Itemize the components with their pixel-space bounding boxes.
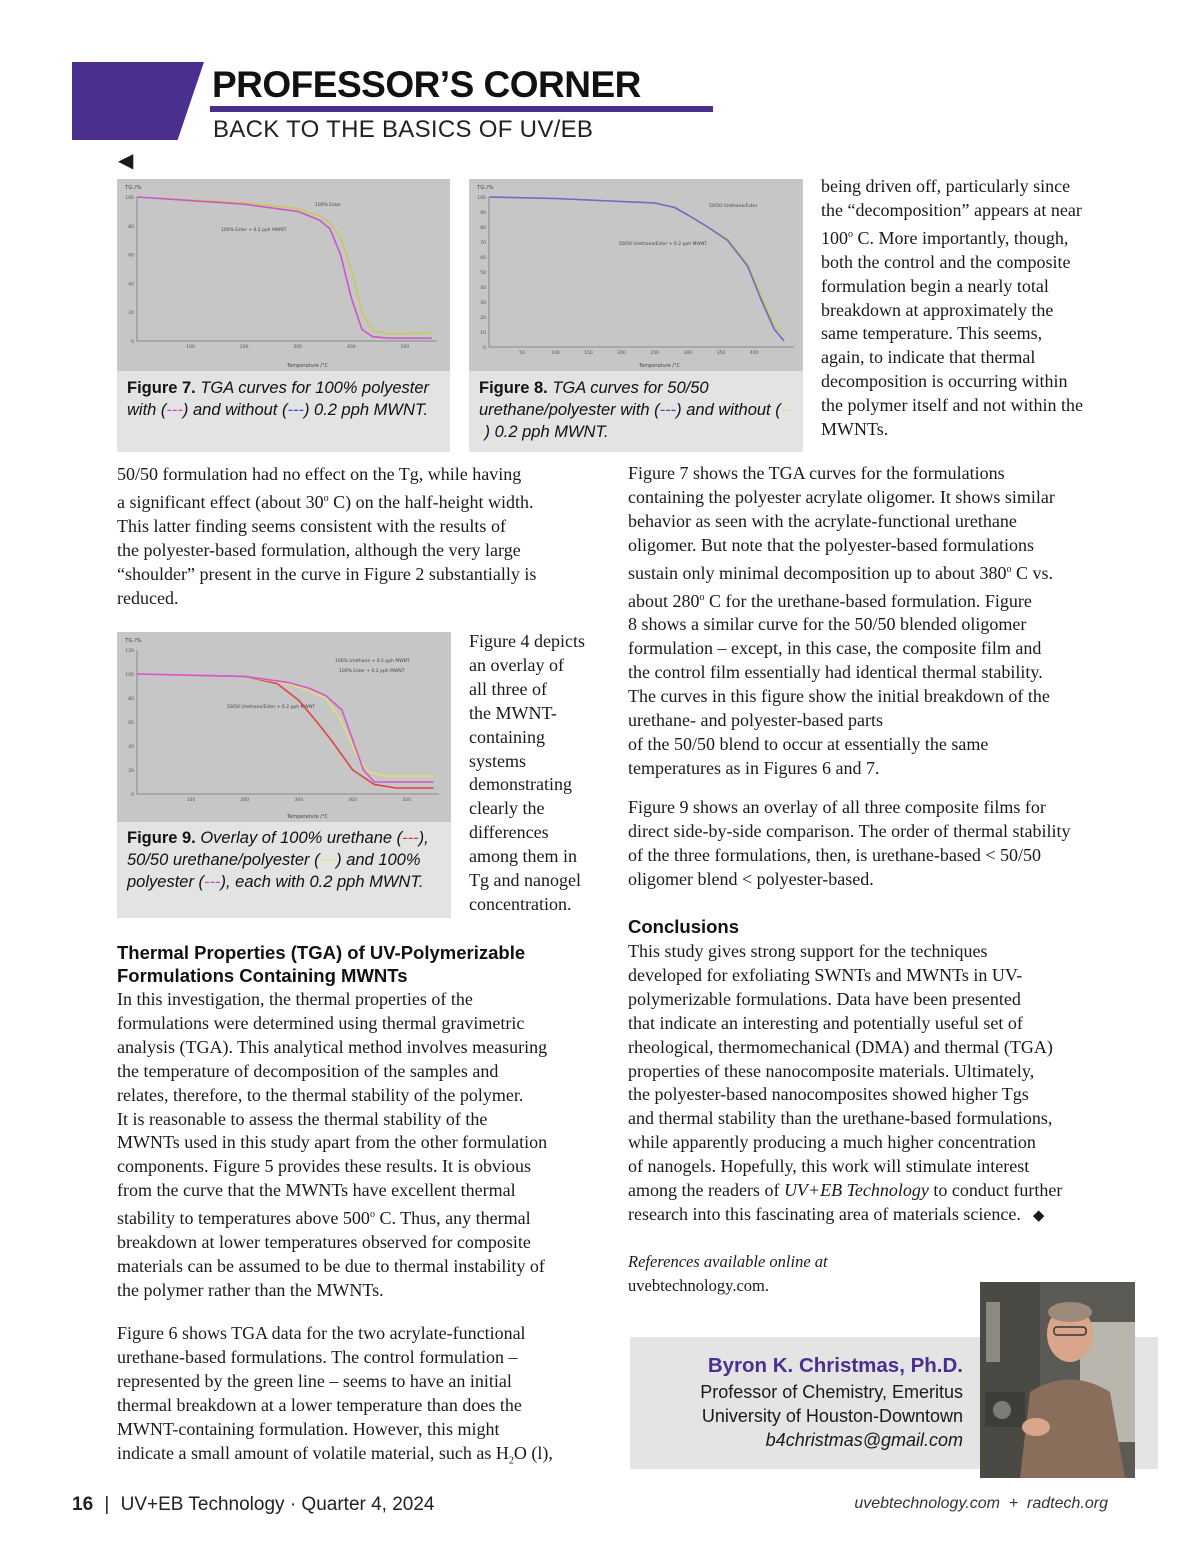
text-line: components. Figure 5 provides these results. It is obvious: [117, 1156, 531, 1177]
text-run: O (l),: [513, 1442, 553, 1463]
text-line: while apparently producing a much higher concentration: [628, 1132, 1036, 1153]
y-tick-label: 70: [480, 241, 486, 246]
text-run: sustain only minimal decomposition up to about 380: [628, 562, 1007, 583]
superscript: o: [848, 228, 853, 240]
fig7-cap-part: ) and without (: [182, 401, 288, 419]
x-tick-label: 400: [348, 798, 358, 803]
left-paragraph-2: [117, 988, 607, 1303]
text-line: same temperature. This seems,: [821, 323, 1043, 344]
y-tick-label: 20: [480, 316, 486, 321]
text-line: [628, 1203, 1128, 1228]
y-tick-label: 50: [480, 271, 486, 276]
author-photo: [980, 1282, 1135, 1478]
text-line: urethane-based formulations. The control formulation –: [117, 1346, 518, 1367]
text-line: concentration.: [469, 893, 572, 914]
text-line: “shoulder” present in the curve in Figure 2 substantially is: [117, 563, 537, 584]
fig9-dash-magenta: ---: [204, 873, 221, 891]
section-heading-thermal: [117, 941, 597, 987]
right-paragraph-1: [628, 462, 1128, 781]
text-run: 100: [821, 227, 848, 248]
text-line: among them in: [469, 846, 577, 867]
fig7-dash-blue: ---: [287, 401, 304, 419]
photo-equipment: [986, 1302, 1000, 1362]
y-tick-label: 100: [477, 196, 486, 201]
x-tick-label: 300: [683, 351, 693, 356]
superscript: o: [369, 1209, 375, 1221]
fig7-legend-1: 100% Ester: [315, 203, 341, 208]
fig7-cap-part: ) 0.2 pph MWNT.: [303, 401, 429, 419]
text-line: formulation – except, in this case, the composite film and: [628, 638, 1042, 659]
text-line: [117, 1203, 607, 1231]
text-line: [821, 223, 1121, 251]
figure-7-caption: [127, 377, 445, 421]
text-line: behavior as seen with the acrylate-functional urethane: [628, 510, 1017, 531]
text-line: polymerizable formulations. Data have been presented: [628, 988, 1021, 1009]
fig9-legend-3: 50/50 Urethane/Ester + 0.2 pph MWNT: [227, 705, 315, 710]
photo-dial: [993, 1401, 1011, 1419]
right-top-text: [821, 175, 1121, 442]
text-line: containing the polyester acrylate oligomer. It shows similar: [628, 486, 1055, 507]
fig7-dash-magenta: ---: [166, 401, 183, 419]
fig8-dash-yellow: ---: [479, 401, 792, 441]
text-run: C. More importantly, though,: [853, 227, 1069, 248]
text-line: MWNT-containing formulation. However, this might: [117, 1418, 500, 1439]
x-tick-label: 300: [293, 345, 303, 350]
x-tick-label: 400: [346, 345, 356, 350]
text-line: again, to indicate that thermal: [821, 347, 1036, 368]
fig9-cap-part: ) and 100% polyester (: [127, 851, 421, 891]
text-line: The curves in this figure show the initial breakdown of the: [628, 686, 1050, 707]
footer-separator: |: [104, 1494, 110, 1515]
y-tick-label: 40: [128, 745, 134, 750]
text-line: and thermal stability than the urethane-based formulations,: [628, 1108, 1053, 1129]
heading-line: Formulations Containing MWNTs: [117, 965, 408, 986]
text-line: of the three formulations, then, is urethane-based < 50/50: [628, 844, 1042, 865]
text-line: properties of these nanocomposite materials. Ultimately,: [628, 1060, 1035, 1081]
y-tick-label: 60: [480, 256, 486, 261]
footer-sites[interactable]: uvebtechnology.com + radtech.org: [854, 1495, 1108, 1512]
text-line: Figure 6 shows TGA data for the two acrylate-functional: [117, 1323, 526, 1343]
figure-7: [117, 179, 450, 452]
author-affiliation: University of Houston-Downtown: [701, 1406, 963, 1426]
left-paragraph-1: [117, 463, 597, 610]
text-line: analysis (TGA). This analytical method involves measuring: [117, 1036, 548, 1057]
text-line: both the control and the composite: [821, 251, 1071, 272]
text-line: formulations were determined using thermal gravimetric: [117, 1012, 525, 1033]
text-line: This latter finding seems consistent with the results of: [117, 515, 506, 536]
fig8-label: Figure 8.: [479, 379, 548, 397]
fig9-label: Figure 9.: [127, 829, 196, 847]
text-line: Figure 4 depicts: [469, 631, 585, 651]
text-line: that indicate an interesting and potentially useful set of: [628, 1012, 1023, 1033]
back-arrow-icon: ◀: [118, 148, 134, 172]
y-tick-label: 30: [480, 301, 486, 306]
fig8-dash-blue: ---: [659, 401, 677, 419]
header-accent-block: [72, 62, 204, 140]
y-tick-label: 10: [480, 331, 486, 336]
text-line: demonstrating: [469, 774, 572, 795]
text-line: oligomer blend < polyester-based.: [628, 868, 874, 889]
text-line: developed for exfoliating SWNTs and MWNTs in UV-: [628, 964, 1023, 985]
author-title: Professor of Chemistry, Emeritus: [700, 1382, 963, 1402]
fig9-cap-part: ), each with 0.2 pph MWNT.: [220, 873, 424, 891]
text-line: MWNTs.: [821, 419, 889, 440]
figure-9-chart: [117, 632, 451, 822]
author-photo-illustration: [980, 1282, 1135, 1478]
x-tick-label: 200: [239, 345, 249, 350]
fig8-cap-part: TGA curves for 50/50 urethane/polyester with (: [479, 379, 709, 419]
figure-8-chart: [469, 179, 803, 371]
figure-9-plot: [117, 632, 451, 822]
x-tick-label: 350: [716, 351, 726, 356]
publication-name: UV+EB Technology · Quarter 4, 2024: [120, 1494, 435, 1515]
text-line: being driven off, particularly since: [821, 176, 1071, 196]
text-line: the polymer itself and not within the: [821, 395, 1083, 416]
text-line: materials can be assumed to be due to thermal instability of: [117, 1255, 545, 1276]
text-line: direct side-by-side comparison. The order of thermal stability: [628, 820, 1071, 841]
text-line: decomposition is occurring within: [821, 371, 1068, 392]
text-line: 50/50 formulation had no effect on the Tg, while having: [117, 464, 522, 484]
text-line: [628, 586, 1128, 614]
x-tick-label: 150: [584, 351, 593, 356]
text-run: C for the urethane-based formulation. Figure: [704, 590, 1032, 611]
right-paragraph-2: [628, 796, 1128, 892]
text-line: containing: [469, 726, 545, 747]
text-line: represented by the green line – seems to have an initial: [117, 1370, 512, 1391]
superscript: o: [323, 492, 329, 504]
text-line: [628, 558, 1128, 586]
references-line-2: uvebtechnology.com.: [628, 1276, 769, 1295]
x-tick-label: 200: [240, 798, 250, 803]
text-run: C vs.: [1011, 562, 1053, 583]
text-run: to conduct further: [928, 1180, 1063, 1201]
text-run: C) on the half-height width.: [328, 491, 534, 512]
photo-hair: [1048, 1302, 1092, 1322]
figure-8-caption: [479, 377, 799, 443]
y-tick-label: 0: [131, 793, 134, 798]
text-line: In this investigation, the thermal properties of the: [117, 989, 473, 1009]
text-line: the “decomposition” appears at near: [821, 199, 1082, 220]
fig7-label: Figure 7.: [127, 379, 196, 397]
x-tick-label: 100: [186, 345, 195, 350]
text-line: the polyester-based nanocomposites showed higher Tgs: [628, 1084, 1029, 1105]
y-tick-label: 40: [480, 286, 486, 291]
x-tick-label: 100: [551, 351, 560, 356]
section-subtitle: BACK TO THE BASICS OF UV/EB: [213, 116, 594, 143]
text-line: the control film essentially had identical thermal stability.: [628, 662, 1043, 683]
figure-7-chart: [117, 179, 450, 371]
text-line: all three of: [469, 678, 547, 699]
x-tick-label: 300: [294, 798, 304, 803]
figure-9-caption: [127, 827, 447, 893]
y-tick-label: 80: [128, 697, 134, 702]
superscript: o: [699, 591, 705, 603]
author-info: [630, 1352, 963, 1452]
text-line: MWNTs used in this study apart from the other formulation: [117, 1132, 548, 1153]
figure-4-narrow-text: [469, 630, 609, 917]
text-run: a significant effect (about 30: [117, 491, 324, 512]
text-line: breakdown at lower temperatures observed for composite: [117, 1232, 531, 1253]
fig9-dash-yellow: ---: [319, 851, 337, 869]
fig8-legend-2: 50/50 Urethane/Ester + 0.2 pph MWNT: [619, 242, 707, 247]
right-paragraph-3: [628, 940, 1128, 1228]
references-line-1: References available online at: [628, 1252, 828, 1271]
fig7-cap-part: TGA curves for 100% polyester with (: [127, 379, 429, 419]
y-tick-label: 60: [128, 253, 134, 259]
text-line: thermal breakdown at a lower temperature than does the: [117, 1394, 522, 1415]
text-run: indicate a small amount of volatile material, such as H: [117, 1442, 509, 1463]
subscript: 2: [508, 1455, 514, 1467]
fig9-legend-1: 100% Urethane + 0.2 pph MWNT: [335, 659, 410, 664]
text-line: Figure 7 shows the TGA curves for the formulations: [628, 463, 1005, 483]
fig9-ylabel: TG /%: [125, 638, 142, 644]
series-line-2: [489, 197, 784, 341]
text-run: stability to temperatures above 500: [117, 1208, 370, 1229]
text-line: Tg and nanogel: [469, 870, 581, 891]
text-line: from the curve that the MWNTs have excellent thermal: [117, 1180, 516, 1201]
fig9-dash-red: ---: [402, 829, 419, 847]
text-run: research into this fascinating area of materials science.: [628, 1203, 1021, 1224]
page-number: 16: [72, 1494, 94, 1515]
text-line: [117, 487, 597, 515]
text-line: [628, 1179, 1128, 1203]
y-tick-label: 100: [125, 196, 134, 201]
text-line: It is reasonable to assess the thermal stability of the: [117, 1108, 488, 1129]
fig9-cap-part: Overlay of 100% urethane (: [195, 829, 403, 847]
superscript: o: [1006, 563, 1012, 575]
series-line-2: [137, 197, 432, 338]
fig8-legend-1: 50/50 Urethane/Ester: [709, 204, 758, 209]
chart-axes: [137, 197, 437, 341]
text-line: relates, therefore, to the thermal stability of the polymer.: [117, 1084, 524, 1105]
text-run: C. Thus, any thermal: [374, 1208, 531, 1229]
fig7-legend-2: 100% Ester + 0.2 pph MWNT: [221, 228, 287, 233]
y-tick-label: 0: [483, 346, 486, 351]
fig8-cap-part: ) and without (: [676, 401, 781, 419]
fig8-cap-part: ) 0.2 pph MWNT.: [484, 423, 609, 441]
fig9-xlabel: Temperature /°C: [287, 814, 328, 820]
series-line-1: [489, 197, 784, 335]
header-rule: [210, 106, 713, 112]
text-line: differences: [469, 822, 549, 843]
series-line-1: [137, 197, 432, 334]
series-line-1: [137, 674, 434, 788]
publication-italic: UV+EB Technology: [783, 1180, 929, 1201]
left-paragraph-3: [117, 1322, 607, 1473]
text-line: Figure 9 shows an overlay of all three composite films for: [628, 797, 1046, 817]
x-tick-label: 50: [519, 351, 526, 356]
author-email[interactable]: b4christmas@gmail.com: [765, 1430, 963, 1450]
text-line: urethane- and polyester-based parts: [628, 710, 884, 731]
text-line: [117, 1442, 607, 1474]
text-line: formulation begin a nearly total: [821, 275, 1049, 296]
y-tick-label: 80: [480, 226, 486, 231]
x-tick-label: 400: [749, 351, 759, 356]
author-name: Byron K. Christmas, Ph.D.: [707, 1354, 963, 1377]
y-tick-label: 20: [128, 769, 134, 774]
figure-8: [469, 179, 803, 452]
x-tick-label: 200: [617, 351, 626, 356]
fig9-legend-2: 100% Ester + 0.2 pph MWNT: [339, 669, 405, 674]
y-tick-label: 40: [128, 282, 134, 288]
text-run: about 280: [628, 590, 700, 611]
y-tick-label: 0: [131, 340, 134, 345]
text-line: temperatures as in Figures 6 and 7.: [628, 757, 880, 778]
photo-hand: [1022, 1418, 1050, 1436]
fig7-ylabel: TG /%: [125, 185, 142, 191]
text-line: 8 shows a similar curve for the 50/50 blended oligomer: [628, 614, 1027, 635]
text-line: the MWNT-: [469, 702, 557, 723]
y-tick-label: 60: [128, 721, 134, 726]
fig8-ylabel: TG /%: [477, 185, 494, 191]
footer-left: [72, 1494, 435, 1516]
text-line: the polymer rather than the MWNTs.: [117, 1279, 384, 1300]
text-line: reduced.: [117, 587, 179, 608]
text-line: the polyester-based formulation, although the very large: [117, 539, 521, 560]
references-note: [628, 1250, 968, 1298]
fig8-xlabel: Temperature /°C: [639, 363, 680, 369]
section-title: PROFESSOR’S CORNER: [212, 64, 641, 105]
text-line: oligomer. But note that the polyester-based formulations: [628, 534, 1035, 555]
text-line: breakdown at approximately the: [821, 299, 1054, 320]
conclusions-heading: Conclusions: [628, 916, 740, 937]
figure-8-plot: [469, 179, 803, 371]
end-diamond-icon: ◆: [1032, 1205, 1045, 1224]
text-line: rheological, thermomechanical (DMA) and thermal (TGA): [628, 1036, 1053, 1057]
y-tick-label: 80: [128, 224, 134, 230]
x-tick-label: 500: [402, 798, 411, 803]
x-tick-label: 100: [186, 798, 196, 803]
y-tick-label: 120: [125, 649, 134, 654]
y-tick-label: 20: [128, 311, 134, 317]
y-tick-label: 90: [480, 211, 486, 216]
figure-7-plot: [117, 179, 450, 371]
text-line: the temperature of decomposition of the samples and: [117, 1060, 499, 1081]
fig9-cap-part: ), 50/50 urethane/polyester (: [127, 829, 429, 869]
text-line: clearly the: [469, 798, 545, 819]
chart-axes: [489, 197, 794, 347]
x-tick-label: 500: [400, 345, 410, 350]
text-line: of nanogels. Hopefully, this work will stimulate interest: [628, 1156, 1030, 1177]
heading-line: Thermal Properties (TGA) of UV-Polymerizable: [117, 942, 526, 963]
fig7-xlabel: Temperature /°C: [287, 363, 328, 369]
text-line: of the 50/50 blend to occur at essentially the same: [628, 733, 989, 754]
text-line: an overlay of: [469, 654, 564, 675]
figure-9: [117, 632, 451, 918]
text-line: systems: [469, 750, 527, 771]
text-line: This study gives strong support for the techniques: [628, 941, 988, 961]
x-tick-label: 250: [650, 351, 660, 356]
text-run: among the readers of: [628, 1180, 784, 1201]
y-tick-label: 100: [125, 673, 134, 678]
